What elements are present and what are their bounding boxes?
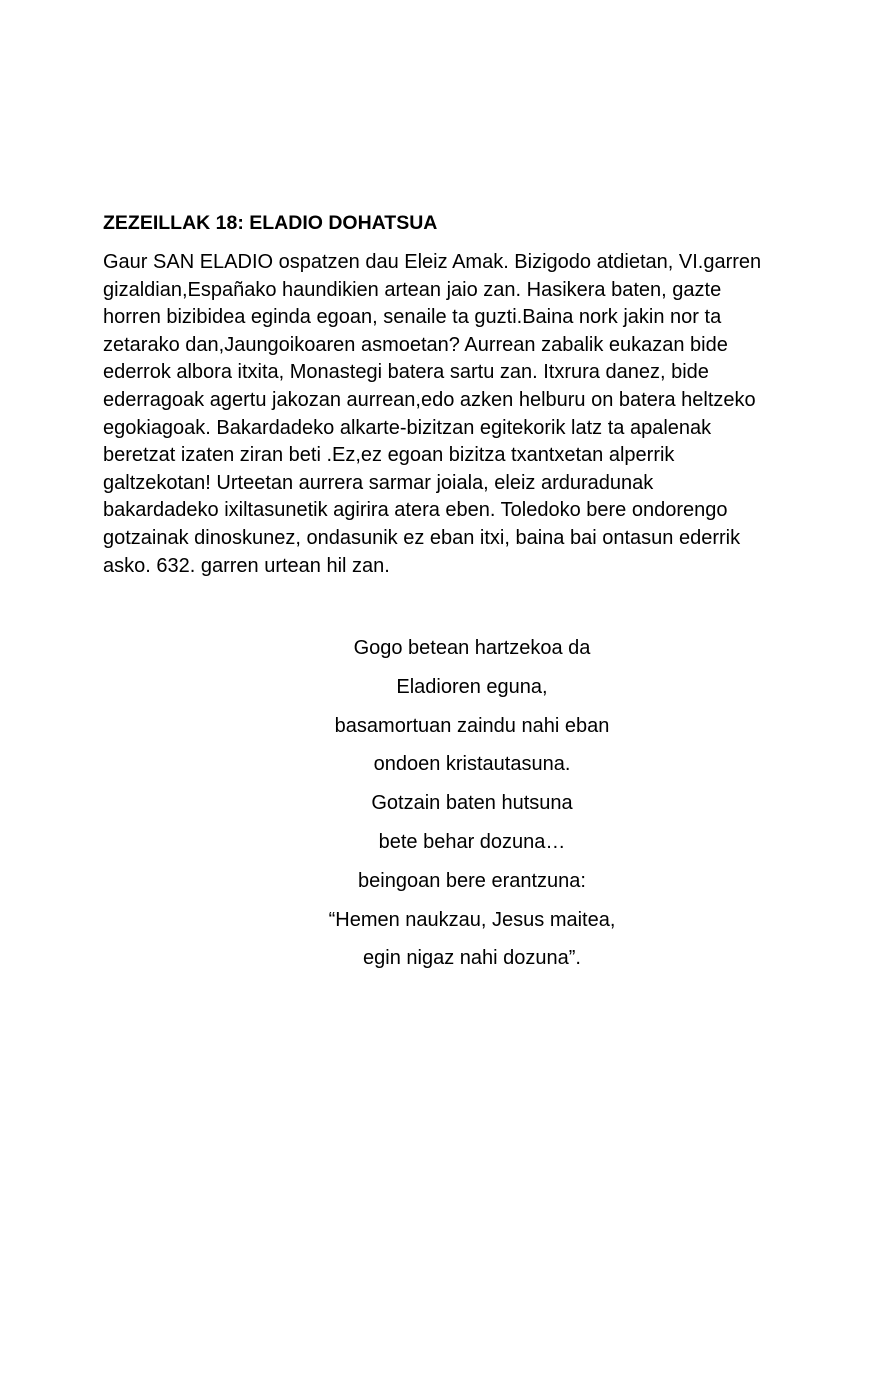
body-line: gotzainak dinoskunez, ondasunik ez eban itxi, baina bai ontasun ederrik xyxy=(103,526,741,549)
body-line: ederragoak agertu jakozan aurrean,edo azken helburu on batera heltzeko xyxy=(103,388,756,411)
poem-line: bete behar dozuna… xyxy=(378,830,566,853)
poem-line: “Hemen naukzau, Jesus maitea, xyxy=(328,908,616,931)
body-line: horren bizibidea eginda egoan, senaile ta guzti.Baina nork jakin nor ta xyxy=(103,306,722,329)
poem-line: beingoan bere erantzuna: xyxy=(358,869,586,892)
body-line: galtzekotan! Urteetan aurrera sarmar joiala, eleiz arduradunak xyxy=(103,471,654,494)
body-line: gizaldian,Españako haundikien artean jaio zan. Hasikera baten, gazte xyxy=(103,278,722,301)
poem-line: basamortuan zaindu nahi eban xyxy=(334,714,610,737)
body-paragraph xyxy=(103,249,843,580)
body-line: asko. 632. garren urtean hil zan. xyxy=(103,554,390,577)
poem-line: Eladioren eguna, xyxy=(396,675,548,698)
poem-line: ondoen kristautasuna. xyxy=(373,753,571,776)
body-line: zetarako dan,Jaungoikoaren asmoetan? Aurrean zabalik eukazan bide xyxy=(103,333,728,356)
body-line: Gaur SAN ELADIO ospatzen dau Eleiz Amak. Bizigodo atdietan, VI.garren xyxy=(103,251,762,273)
body-line: bakardadeko ixiltasunetik agirira atera eben. Toledoko bere ondorengo xyxy=(103,499,728,522)
poem-verse xyxy=(272,629,672,978)
body-line: egokiagoak. Bakardadeko alkarte-bizitzan egitekorik latz ta apalenak xyxy=(103,416,712,439)
poem-line: egin nigaz nahi dozuna”. xyxy=(363,947,581,970)
poem-line: Gotzain baten hutsuna xyxy=(371,792,573,815)
page-title: ZEZEILLAK 18: ELADIO DOHATSUA xyxy=(103,212,438,234)
body-line: ederrok albora itxita, Monastegi batera sartu zan. Itxrura danez, bide xyxy=(103,361,709,384)
poem-line: Gogo betean hartzekoa da xyxy=(353,637,591,659)
body-line: beretzat izaten ziran beti .Ez,ez egoan bizitza txantxetan alperrik xyxy=(103,444,675,467)
